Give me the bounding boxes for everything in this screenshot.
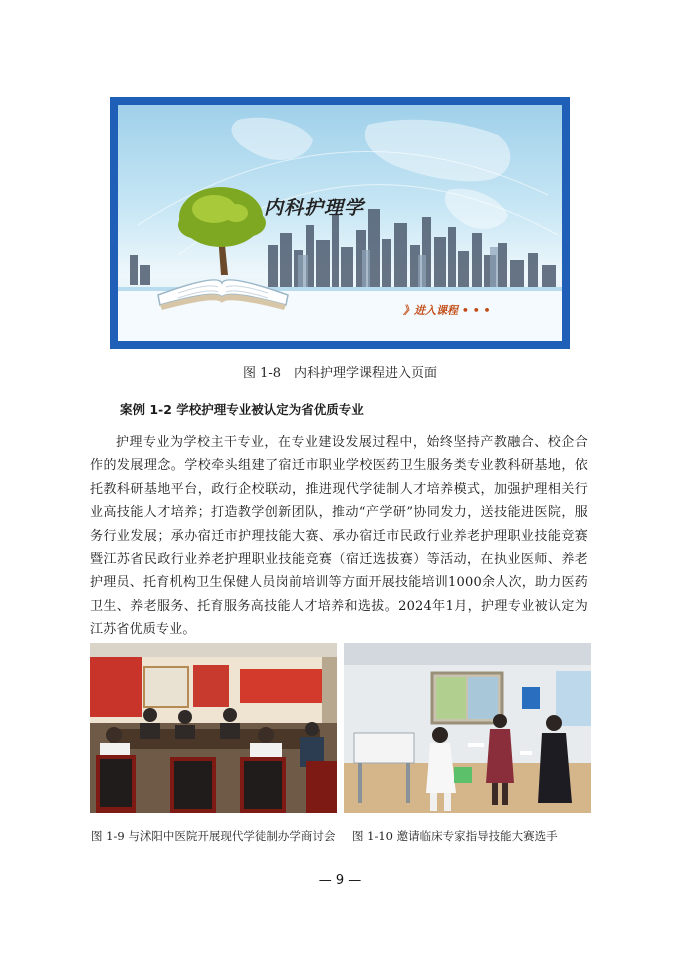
banner-title: 内科护理学 xyxy=(264,197,365,219)
case-heading: 案例 1-2 学校护理专业被认定为省优质专业 xyxy=(120,402,364,417)
training-photo xyxy=(344,643,591,813)
case-paragraph: 护理专业为学校主干专业，在专业建设发展过程中，始终坚持产教融合、校企合作的发展理念。学校牵头组建了宿迁市职业学校医药卫生服务类专业教科研基地，依托教科研基地平台，政行企校联动，推进现代学徒制人才培养模式，加强护理相关行业高技能人才培养；打造教学创新团队，推动“产学研”协同发力，送技能进医院，服务行业发展；承办宿迁市护理技能大赛、承办宿迁市民政行业养老护理职业技能竞赛暨江苏省民政行业养老护理职业技能竞赛（宿迁选拔赛）等活动，在执业医师、养老护理员、托育机构卫生保健人员岗前培训等方面开展技能培训1000余人次，助力医药卫生、养老服务、托育服务高技能人才培养和选拔。2024年1月，护理专业被认定为江苏省优质专业。 xyxy=(90,435,588,638)
meeting-photo xyxy=(90,643,337,813)
left-photo-caption: 图 1-9 与沭阳中医院开展现代学徒制办学商讨会 xyxy=(91,829,336,843)
enter-course-link[interactable]: 》进入课程 • • • xyxy=(403,304,491,317)
figure-caption: 图 1-8 内科护理学课程进入页面 xyxy=(242,366,438,381)
course-banner-figure xyxy=(110,97,570,349)
page-number: — 9 — xyxy=(318,873,362,888)
banner-illustration xyxy=(118,105,562,341)
course-banner xyxy=(118,105,562,341)
right-photo-caption: 图 1-10 邀请临床专家指导技能大赛选手 xyxy=(352,829,558,843)
